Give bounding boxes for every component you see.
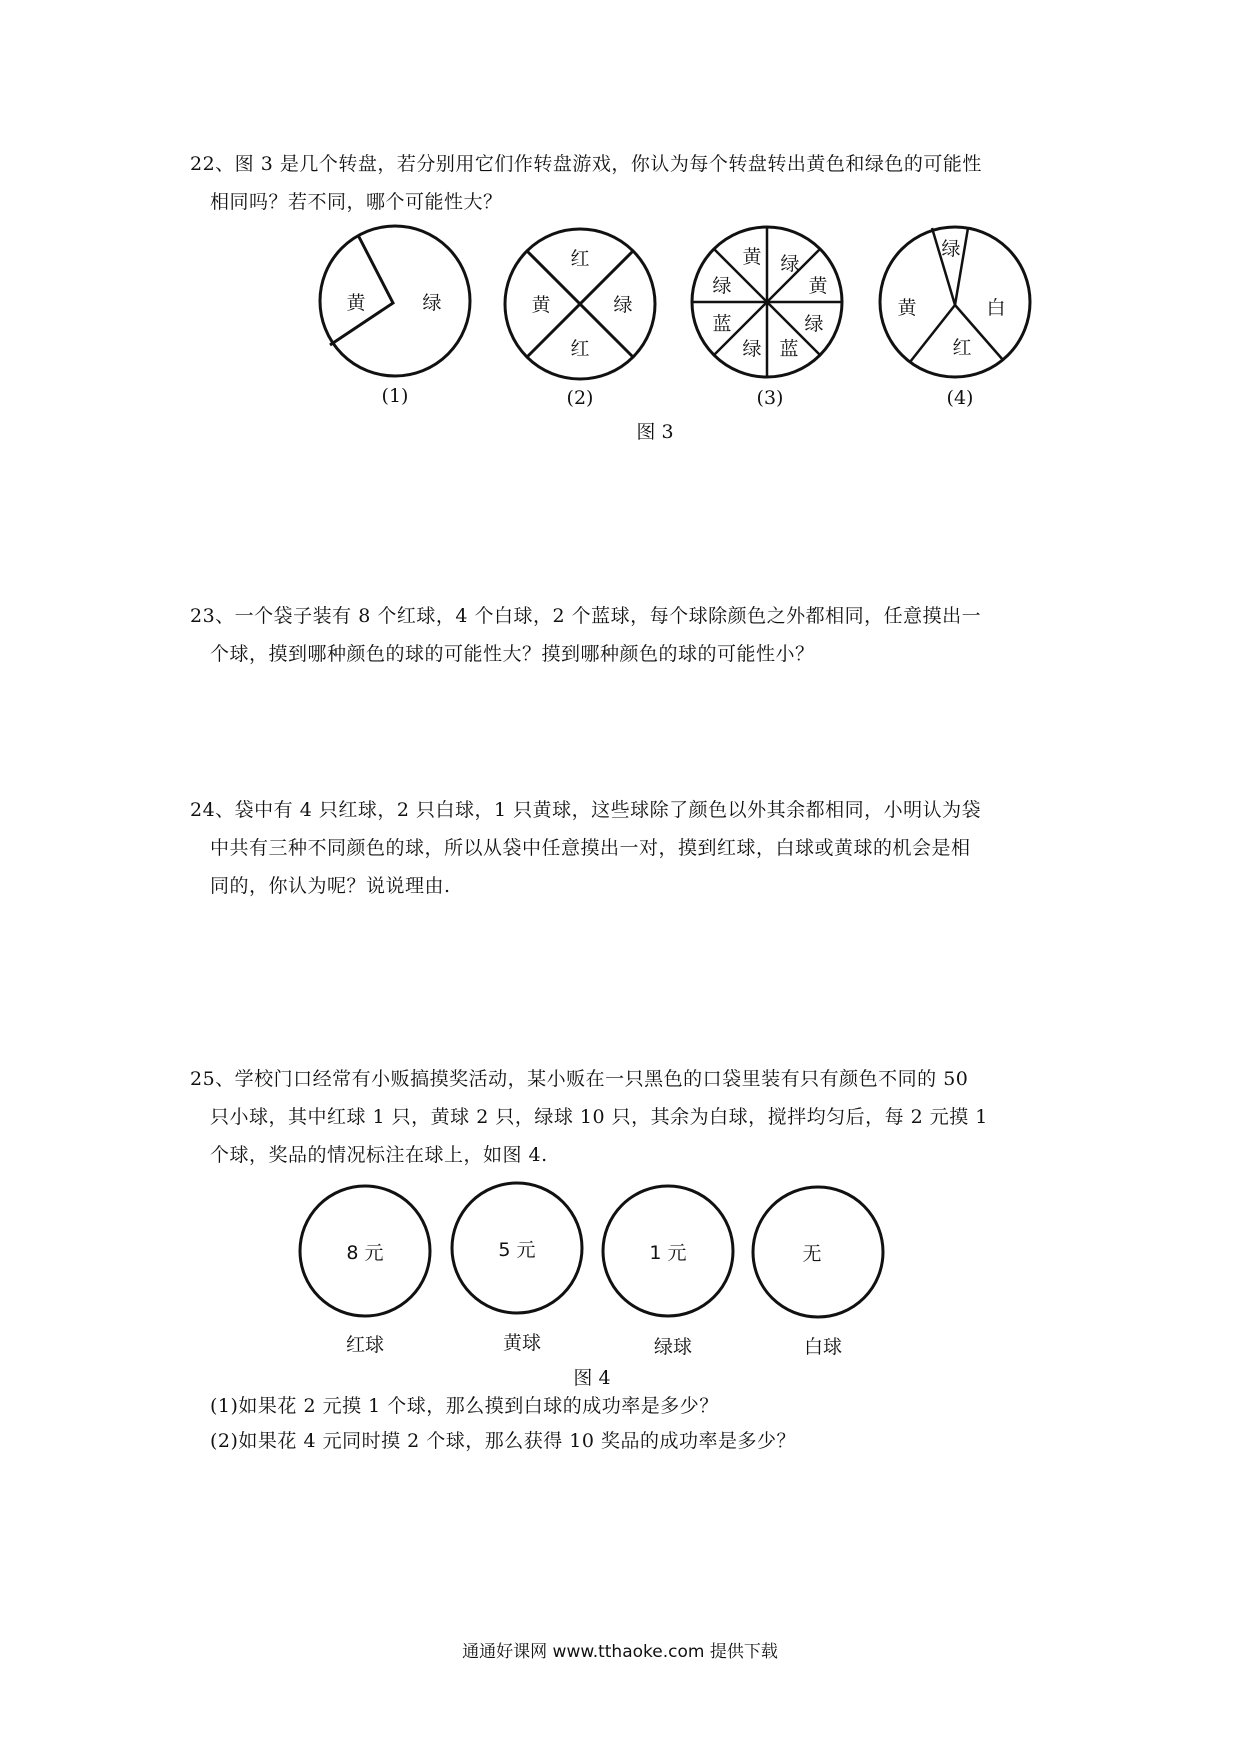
ball-yellow-prize: 5 元 — [498, 1239, 536, 1261]
q25-line3: 个球，奖品的情况标注在球上，如图 4. — [210, 1144, 548, 1166]
spinner-4-label-green: 绿 — [941, 238, 961, 260]
spinner-1 — [320, 226, 470, 376]
spinner-3-label-2: 绿 — [780, 253, 800, 275]
ball-yellow-name: 黄球 — [502, 1332, 541, 1354]
ball-green-prize: 1 元 — [649, 1242, 687, 1264]
q25-sub2: (2)如果花 4 元同时摸 2 个球，那么获得 10 奖品的成功率是多少？ — [210, 1430, 797, 1452]
spinner-4 — [880, 227, 1030, 377]
spinner-3-caption: (3) — [756, 387, 784, 409]
spinner-1-caption: (1) — [381, 385, 409, 407]
q24-line1: 24、袋中有 4 只红球，2 只白球，1 只黄球，这些球除了颜色以外其余都相同，小明认为袋 — [190, 799, 982, 821]
q25-line1: 25、学校门口经常有小贩搞摸奖活动，某小贩在一只黑色的口袋里装有只有颜色不同的 50 — [190, 1068, 969, 1090]
ball-red — [300, 1186, 430, 1316]
spinner-2-label-red-bottom: 红 — [570, 338, 590, 360]
spinner-3-label-8: 绿 — [712, 275, 732, 297]
figure-4-caption: 图 4 — [573, 1367, 611, 1389]
ball-red-name: 红球 — [345, 1334, 384, 1356]
spinner-3-label-3: 黄 — [808, 275, 828, 297]
q24-line3: 同的，你认为呢？说说理由. — [210, 875, 451, 897]
spinner-2-label-yellow: 黄 — [531, 294, 551, 316]
spinner-4-caption: (4) — [946, 387, 974, 409]
spinner-1-label-green: 绿 — [422, 292, 442, 314]
ball-green — [603, 1186, 733, 1316]
spinner-3 — [692, 227, 842, 377]
spinner-3-label-7: 蓝 — [712, 313, 732, 335]
ball-green-name: 绿球 — [653, 1336, 692, 1358]
q22-line2: 相同吗？若不同，哪个可能性大？ — [210, 191, 503, 213]
q22-line1: 22、图 3 是几个转盘，若分别用它们作转盘游戏，你认为每个转盘转出黄色和绿色的可能性 — [190, 153, 982, 175]
spinner-4-label-white: 白 — [986, 297, 1006, 319]
ball-white-prize: 无 — [802, 1243, 822, 1265]
page-footer: 通通好课网 www.tthaoke.com 提供下载 — [462, 1642, 778, 1662]
spinner-3-label-4: 绿 — [804, 313, 824, 335]
figure-3-spinners — [0, 0, 1240, 440]
spinner-2 — [505, 229, 655, 379]
q23-line1: 23、一个袋子装有 8 个红球，4 个白球，2 个蓝球，每个球除颜色之外都相同，任意摸出一 — [190, 605, 982, 627]
spinner-2-label-red-top: 红 — [570, 248, 590, 270]
spinner-2-label-green: 绿 — [613, 294, 633, 316]
spinner-2-caption: (2) — [566, 387, 594, 409]
figure-3-caption: 图 3 — [636, 421, 674, 443]
ball-white — [753, 1187, 883, 1317]
spinner-3-label-6: 绿 — [742, 338, 762, 360]
spinner-4-label-yellow: 黄 — [897, 297, 917, 319]
q24-line2: 中共有三种不同颜色的球，所以从袋中任意摸出一对，摸到红球，白球或黄球的机会是相 — [210, 837, 971, 859]
figure-4-balls — [0, 1180, 1240, 1330]
spinner-4-label-red: 红 — [952, 337, 972, 359]
ball-red-prize: 8 元 — [346, 1242, 384, 1264]
ball-yellow — [452, 1183, 582, 1313]
ball-white-name: 白球 — [803, 1336, 842, 1358]
spinner-1-label-yellow: 黄 — [346, 292, 366, 314]
q25-sub1: (1)如果花 2 元摸 1 个球，那么摸到白球的成功率是多少？ — [210, 1395, 719, 1417]
spinner-3-label-5: 蓝 — [779, 338, 799, 360]
spinner-3-label-1: 黄 — [742, 246, 762, 268]
q25-line2: 只小球，其中红球 1 只，黄球 2 只，绿球 10 只，其余为白球，搅拌均匀后，每 2 元摸 1 — [210, 1106, 988, 1128]
q23-line2: 个球，摸到哪种颜色的球的可能性大？摸到哪种颜色的球的可能性小？ — [210, 643, 815, 665]
